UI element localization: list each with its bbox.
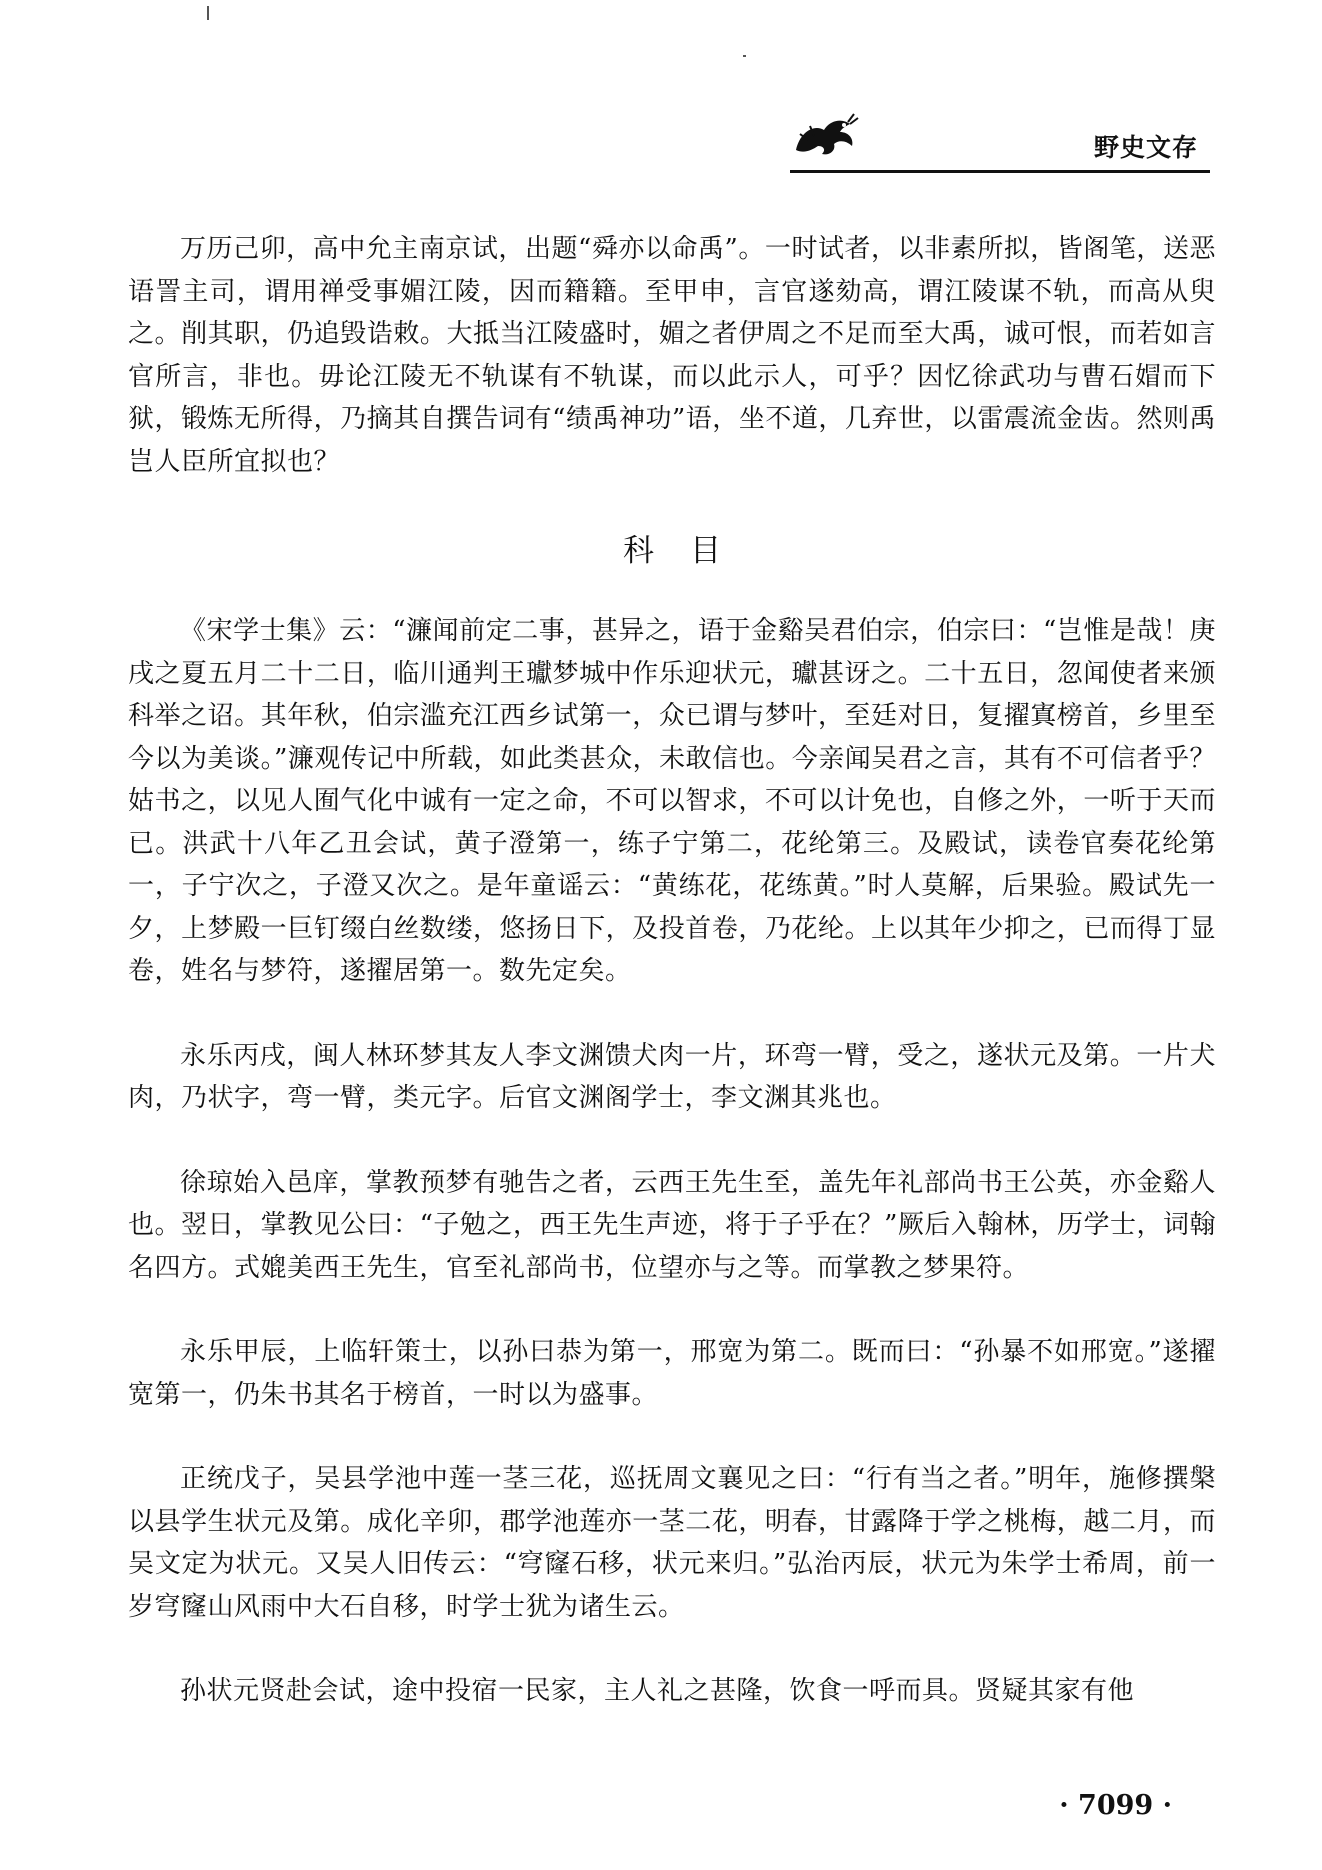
page-number: · 7099 · bbox=[1059, 1790, 1172, 1821]
paragraph: 孙状元贤赴会试，途中投宿一民家，主人礼之甚隆，饮食一呼而具。贤疑其家有他 bbox=[180, 1676, 1135, 1706]
dragon-logo-icon bbox=[790, 110, 860, 160]
scan-speck bbox=[207, 6, 209, 20]
scan-speck bbox=[743, 55, 746, 57]
section-title: 科目 bbox=[623, 533, 757, 569]
running-header bbox=[790, 108, 1210, 173]
paragraph: 万历己卯，高中允主南京试，出题“舜亦以命禹”。一时试者，以非素所拟，皆阁笔，送恶语詈主司，谓用禅受事媚江陵，因而籍籍。至甲申，言官遂劾高，谓江陵谋不轨，而高从臾之。削其职，仍追毁诰敕。大抵当江陵盛时，媚之者伊周之不足而至大禹，诚可恨，而若如言官所言，非也。毋论江陵无不轨谋有不轨谋，而以此示人，可乎？因忆徐武功与曹石媢而下狱，锻炼无所得，乃摘其自撰告词有“绩禹神功”语，坐不道，几弃世，以雷震流金齿。然则禹岂人臣所宜拟也？ bbox=[128, 234, 1216, 477]
series-title: 野史文存 bbox=[1093, 133, 1198, 162]
paragraph: 永乐甲辰，上临轩策士，以孙曰恭为第一，邢宽为第二。既而曰：“孙暴不如邢宽。”遂擢宽第一，仍朱书其名于榜首，一时以为盛事。 bbox=[128, 1337, 1216, 1410]
paragraph: 徐琼始入邑庠，掌教预梦有驰告之者，云西王先生至，盖先年礼部尚书王公英，亦金谿人也。翌日，掌教见公曰：“子勉之，西王先生声迹，将于子乎在？”厥后入翰林，历学士，词翰名四方。式媲美西王先生，官至礼部尚书，位望亦与之等。而掌教之梦果符。 bbox=[128, 1167, 1216, 1283]
paragraph: 正统戊子，吴县学池中莲一茎三花，巡抚周文襄见之曰：“行有当之者。”明年，施修撰槃以县学生状元及第。成化辛卯，郡学池莲亦一茎二花，明春，甘露降于学之桃梅，越二月，而吴文定为状元。又吴人旧传云：“穹窿石移，状元来归。”弘治丙辰，状元为朱学士希周，前一岁穹窿山风雨中大石自移，时学士犹为诸生云。 bbox=[128, 1464, 1216, 1622]
body-text bbox=[128, 228, 1216, 1755]
paragraph: 《宋学士集》云：“濂闻前定二事，甚异之，语于金谿吴君伯宗，伯宗曰：“岂惟是哉！庚戌之夏五月二十二日，临川通判王瓛梦城中作乐迎状元，瓛甚讶之。二十五日，忽闻使者来颁科举之诏。其年秋，伯宗滥充江西乡试第一，众已谓与梦叶，至廷对日，复擢寘榜首，乡里至今以为美谈。”濂观传记中所载，如此类甚众，未敢信也。今亲闻吴君之言，其有不可信者乎？姑书之，以见人囿气化中诚有一定之命，不可以智求，不可以计免也，自修之外，一听于天而已。洪武十八年乙丑会试，黄子澄第一，练子宁第二，花纶第三。及殿试，读卷官奏花纶第一，子宁次之，子澄又次之。是年童谣云：“黄练花，花练黄。”时人莫解，后果验。殿试先一夕，上梦殿一巨钉缀白丝数缕，悠扬日下，及投首卷，乃花纶。上以其年少抑之，已而得丁显卷，姓名与梦符，遂擢居第一。数先定矣。 bbox=[128, 616, 1216, 986]
paragraph: 永乐丙戌，闽人林环梦其友人李文渊馈犬肉一片，环弯一臂，受之，遂状元及第。一片犬肉，乃状字，弯一臂，类元字。后官文渊阁学士，李文渊其兆也。 bbox=[128, 1040, 1216, 1113]
